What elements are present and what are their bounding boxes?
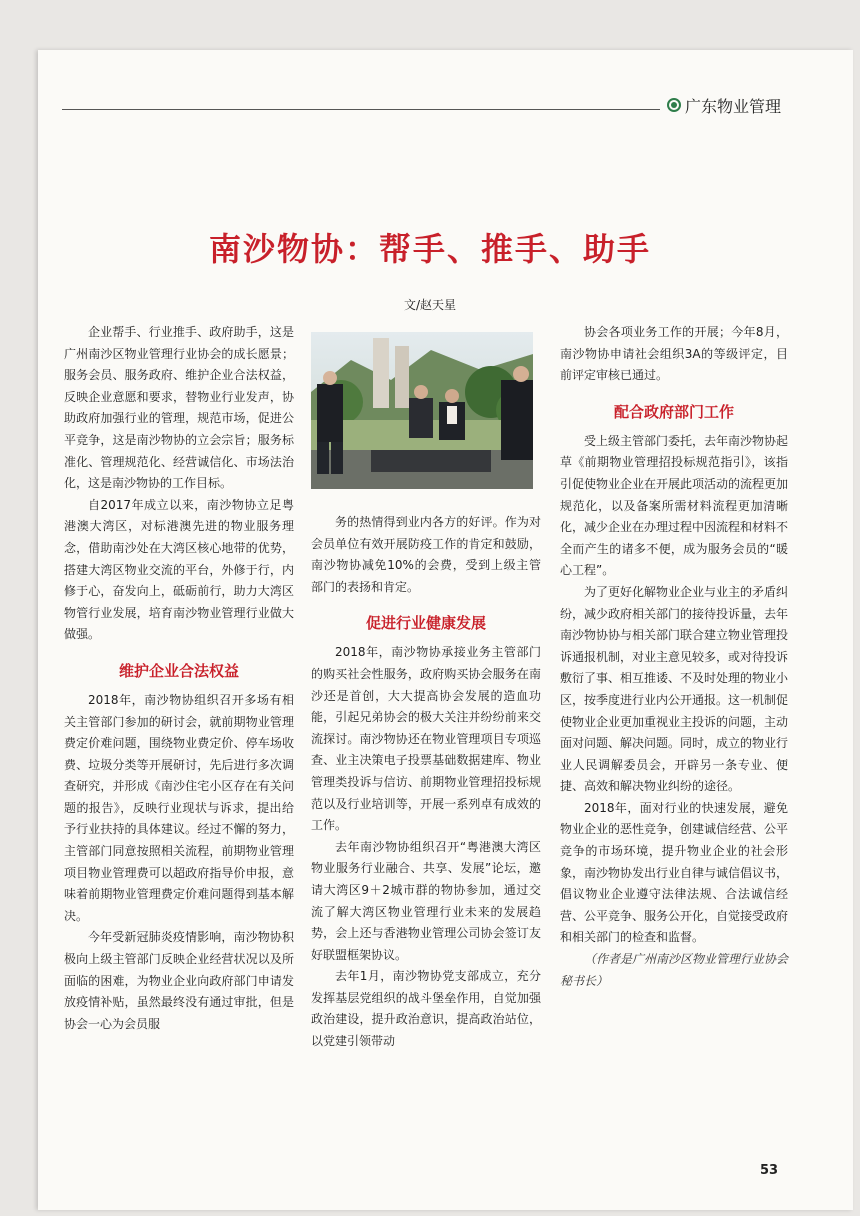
paragraph: 企业帮手、行业推手、政府助手，这是广州南沙区物业管理行业协会的成长愿景；服务会员、服务政府、维护企业合法权益，反映企业意愿和要求，替物业行业发声，协助政府加强行业的管理，规范市场，促进公平竞争，这是南沙物协的立会宗旨；服务标准化、管理规范化、经营诚信化、市场法治化，这是南沙物协的工作目标。 xyxy=(64,325,294,491)
paragraph: 自2017年成立以来，南沙物协立足粤港澳大湾区，对标港澳先进的物业服务理念，借助南沙处在大湾区核心地带的优势，搭建大湾区物业交流的平台，外修于行，内修于心，奋发向上，砥砺前行，助力大湾区物管行业发展，培育南沙物业管理行业做大做强。 xyxy=(64,497,294,642)
paragraph: 去年南沙物协组织召开“粤港澳大湾区物业服务行业融合、共享、发展”论坛，邀请大湾区9＋2城市群的物协参加，通过交流了解大湾区物业管理行业未来的发展趋势，会上还与香港物业管理公司协会签订友好联盟框架协议。 xyxy=(311,839,541,962)
paragraph: 受上级主管部门委托，去年南沙物协起草《前期物业管理招投标规范指引》，该指引促使物业企业在开展此项活动的流程更加规范化，以及备案所需材料流程更加清晰化，减少企业在办理过程中因流程和材料不全而产生的诸多不便，成为服务会员的“暖心工程”。 xyxy=(560,433,789,578)
section-heading: 维护企业合法权益 xyxy=(118,661,239,680)
paragraph: 今年受新冠肺炎疫情影响，南沙物协积极向上级主管部门反映企业经营状况以及所面临的困难，为物业企业向政府部门申请发放疫情补贴，虽然最终没有通过审批，但是协会一心为会员服 xyxy=(64,930,294,1031)
paragraph: 2018年，面对行业的快速发展，避免物业企业的恶性竞争，创建诚信经营、公平竞争的市场环境，提升物业企业的社会形象，南沙物协发出行业自律与诚信倡议书，倡议物业企业遵守法律法规、合法诚信经营、公平竞争、服务公开化，自觉接受政府和相关部门的检查和监督。 xyxy=(560,800,789,945)
section-heading: 促进行业健康发展 xyxy=(365,614,486,633)
paragraph: 协会各项业务工作的开展；今年8月，南沙物协申请社会组织3A的等级评定，目前评定审核已通过。 xyxy=(560,325,788,383)
column-1 xyxy=(64,322,294,1035)
photo-illustration xyxy=(311,332,533,489)
brand-logo-icon xyxy=(667,98,681,112)
paragraph: 2018年，南沙物协承接业务主管部门的购买社会性服务，政府购买协会服务在南沙还是首创，大大提高协会发展的造血功能，引起兄弟协会的极大关注并纷纷前来交流探讨。南沙物协还在物业管理项目专项巡查、业主决策电子投票基础数据建库、物业管理类投诉与信访、前期物业管理招投标规范以及行业培训等，开展一系列卓有成效的工作。 xyxy=(311,645,541,833)
paragraph: 务的热情得到业内各方的好评。作为对会员单位有效开展防疫工作的肯定和鼓励，南沙物协减免10%的会费，受到上级主管部门的表扬和肯定。 xyxy=(311,515,541,594)
header-brand xyxy=(667,94,781,116)
article-photo xyxy=(311,332,533,489)
paragraph: 为了更好化解物业企业与业主的矛盾纠纷，减少政府相关部门的接待投诉量，去年南沙物协协与相关部门联合建立物业管理投诉通报机制，对业主意见较多，或对待投诉敷衍了事、相互推诿、不及时处理的物业小区，按季度进行业内公开通报。这一机制促使物业企业更加重视业主投诉的问题，主动面对问题、解决问题。同时，成立的物业行业人民调解委员会，开辟另一条专业、便捷、高效和解决物业纠纷的途径。 xyxy=(560,584,789,794)
column-2 xyxy=(311,512,541,1053)
author-note: （作者是广州南沙区物业管理行业协会秘书长） xyxy=(560,952,789,988)
article-author: 文/赵天星 xyxy=(403,298,457,312)
section-heading: 配合政府部门工作 xyxy=(613,402,734,421)
page-number: 53 xyxy=(760,1163,779,1178)
column-3 xyxy=(560,322,788,992)
brand-name: 广东物业管理 xyxy=(685,96,782,116)
article-title: 南沙物协：帮手、推手、助手 xyxy=(208,230,651,268)
paragraph: 去年1月，南沙物协党支部成立，充分发挥基层党组织的战斗堡垒作用，自觉加强政治建设，提升政治意识，提高政治站位，以党建引领带动 xyxy=(311,969,541,1049)
paragraph: 2018年，南沙物协组织召开多场有相关主管部门参加的研讨会，就前期物业管理费定价难问题，围绕物业费定价、停车场收费、垃圾分类等开展研讨，先后进行多次调查研究，并形成《南沙住宅小区存在有关问题的报告》，反映行业现状与诉求，提出给予行业扶持的具体建议。经过不懈的努力，主管部门同意按照相关流程，前期物业管理项目物业管理费可以超政府指导价申报，意味着前期物业管理费定价难问题得到基本解决。 xyxy=(64,692,294,923)
header-rule xyxy=(62,109,660,110)
